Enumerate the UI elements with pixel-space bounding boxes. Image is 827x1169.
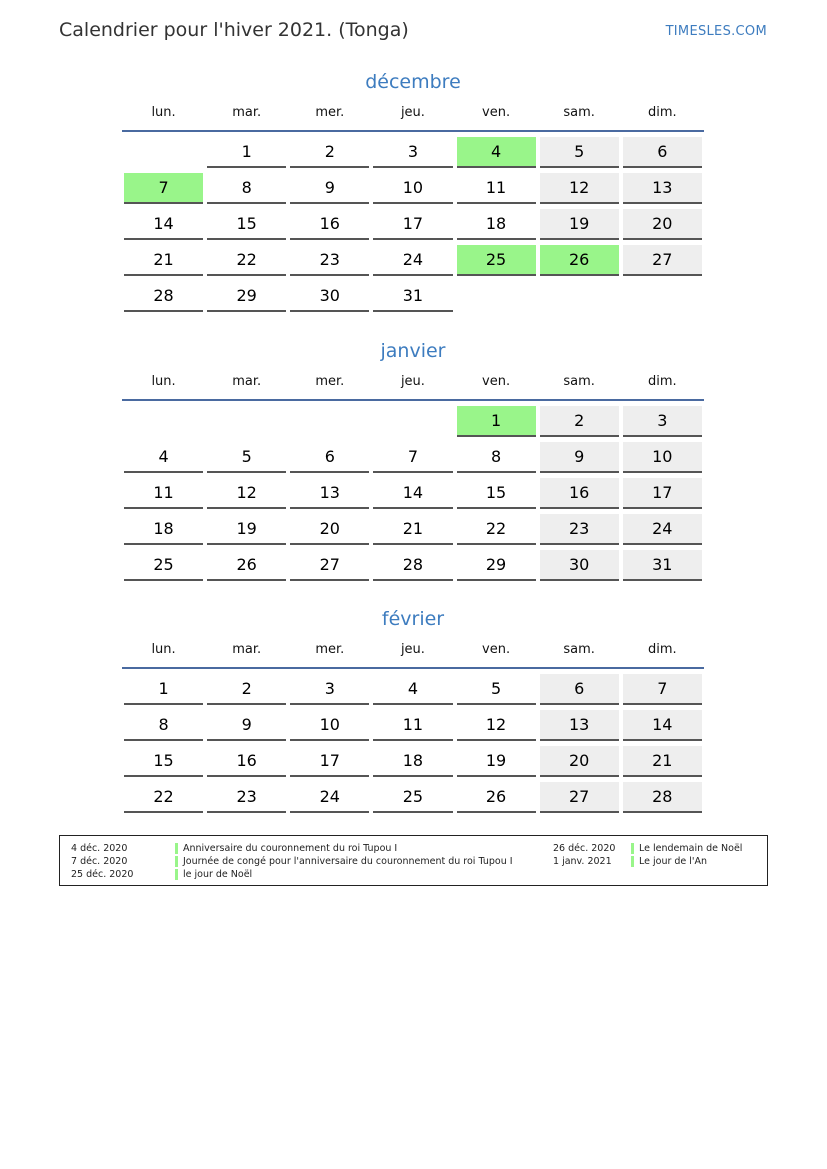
day-number: 10 <box>373 173 452 204</box>
day-number: 30 <box>540 550 619 581</box>
day-number: 11 <box>373 710 452 741</box>
weekday-label: ven. <box>482 642 511 657</box>
day-cell[interactable] <box>122 549 205 585</box>
legend-date: 1 janv. 2021 <box>553 856 612 867</box>
day-number: 8 <box>207 173 286 204</box>
day-cell[interactable] <box>288 244 371 280</box>
weekday-label: sam. <box>563 642 595 657</box>
day-cell[interactable] <box>455 709 538 745</box>
day-number: 27 <box>290 550 369 581</box>
legend-row <box>553 855 742 868</box>
day-number: 20 <box>290 514 369 545</box>
day-number: 6 <box>290 442 369 473</box>
day-number: 5 <box>457 674 536 705</box>
month-calendar <box>122 68 704 316</box>
day-number: 27 <box>623 245 702 276</box>
day-number: 24 <box>290 782 369 813</box>
day-cell[interactable] <box>538 709 621 745</box>
day-number: 2 <box>207 674 286 705</box>
day-number: 7 <box>373 442 452 473</box>
day-cell[interactable] <box>122 513 205 549</box>
day-number: 3 <box>623 406 702 437</box>
day-number: 21 <box>124 245 203 276</box>
holiday-marker <box>175 869 178 880</box>
month-name: décembre <box>365 71 461 93</box>
day-cell[interactable] <box>205 549 288 585</box>
weekday-label: jeu. <box>400 105 425 120</box>
day-number: 19 <box>540 209 619 240</box>
day-cell[interactable] <box>371 280 454 316</box>
day-number: 17 <box>373 209 452 240</box>
day-number: 15 <box>124 746 203 777</box>
day-cell[interactable] <box>288 673 371 709</box>
month-name: janvier <box>380 340 446 362</box>
weekday-label: sam. <box>563 374 595 389</box>
weekday-label: mar. <box>232 374 262 389</box>
legend-column-right <box>553 842 742 868</box>
day-cell[interactable] <box>538 477 621 513</box>
day-number: 11 <box>457 173 536 204</box>
legend-row <box>60 855 513 868</box>
weekday-header <box>122 641 704 669</box>
weekday-label: dim. <box>647 642 677 657</box>
legend-row <box>60 842 513 855</box>
day-cell[interactable] <box>288 208 371 244</box>
day-cell[interactable] <box>288 172 371 208</box>
day-cell[interactable] <box>122 745 205 781</box>
day-cell[interactable] <box>371 136 454 172</box>
day-cell[interactable] <box>371 477 454 513</box>
day-cell[interactable] <box>205 441 288 477</box>
day-number: 3 <box>290 674 369 705</box>
day-cell[interactable] <box>122 709 205 745</box>
day-cell[interactable] <box>621 513 704 549</box>
day-number: 16 <box>290 209 369 240</box>
day-cell[interactable] <box>371 745 454 781</box>
weekday-label: lun. <box>151 374 176 389</box>
day-number: 17 <box>290 746 369 777</box>
day-cell[interactable] <box>371 513 454 549</box>
day-number: 4 <box>124 442 203 473</box>
day-cell[interactable] <box>621 549 704 585</box>
day-number: 31 <box>623 550 702 581</box>
day-number: 28 <box>373 550 452 581</box>
day-number: 25 <box>457 245 536 276</box>
day-cell[interactable] <box>288 549 371 585</box>
day-number: 16 <box>207 746 286 777</box>
day-cell[interactable] <box>371 441 454 477</box>
day-cell[interactable] <box>205 745 288 781</box>
day-cell[interactable] <box>205 781 288 817</box>
day-cell[interactable] <box>205 673 288 709</box>
weekday-label: lun. <box>151 105 176 120</box>
day-number: 4 <box>373 674 452 705</box>
day-cell[interactable] <box>122 477 205 513</box>
month-calendar <box>122 605 704 817</box>
day-number: 5 <box>207 442 286 473</box>
day-cell[interactable] <box>621 709 704 745</box>
legend-row <box>553 842 742 855</box>
day-cell[interactable] <box>205 172 288 208</box>
empty-cell <box>205 405 288 441</box>
day-cell[interactable] <box>621 441 704 477</box>
day-number: 28 <box>124 281 203 312</box>
day-cell[interactable] <box>371 172 454 208</box>
day-cell[interactable] <box>371 208 454 244</box>
legend-holiday-name: Le jour de l'An <box>639 856 708 867</box>
day-cell[interactable] <box>455 441 538 477</box>
day-number: 17 <box>623 478 702 509</box>
holiday-day-cell[interactable] <box>122 172 205 208</box>
holiday-day-cell[interactable] <box>455 136 538 172</box>
day-grid <box>122 132 704 316</box>
legend-date: 7 déc. 2020 <box>71 856 128 867</box>
day-cell[interactable] <box>288 745 371 781</box>
day-cell[interactable] <box>621 405 704 441</box>
day-number: 9 <box>290 173 369 204</box>
day-number: 4 <box>457 137 536 168</box>
day-cell[interactable] <box>205 513 288 549</box>
day-number: 21 <box>623 746 702 777</box>
weekday-header <box>122 373 704 401</box>
weekday-label: mer. <box>315 642 345 657</box>
day-number: 24 <box>373 245 452 276</box>
day-number: 12 <box>457 710 536 741</box>
day-number: 10 <box>290 710 369 741</box>
month-calendar <box>122 337 704 585</box>
day-number: 29 <box>207 281 286 312</box>
weekday-label: dim. <box>647 105 677 120</box>
day-number: 2 <box>540 406 619 437</box>
day-cell[interactable] <box>455 172 538 208</box>
day-cell[interactable] <box>455 208 538 244</box>
legend-column-left <box>60 842 513 881</box>
day-number: 6 <box>540 674 619 705</box>
day-cell[interactable] <box>538 549 621 585</box>
day-cell[interactable] <box>621 477 704 513</box>
day-number: 9 <box>207 710 286 741</box>
legend-date: 4 déc. 2020 <box>71 843 128 854</box>
weekday-label: sam. <box>563 105 595 120</box>
day-number: 8 <box>457 442 536 473</box>
day-cell[interactable] <box>205 244 288 280</box>
day-number: 20 <box>540 746 619 777</box>
day-cell[interactable] <box>371 549 454 585</box>
day-cell[interactable] <box>205 477 288 513</box>
day-cell[interactable] <box>122 781 205 817</box>
day-cell[interactable] <box>455 549 538 585</box>
day-number: 26 <box>207 550 286 581</box>
legend-row <box>60 868 513 881</box>
day-number: 23 <box>540 514 619 545</box>
day-cell[interactable] <box>371 709 454 745</box>
day-cell[interactable] <box>455 745 538 781</box>
day-number: 12 <box>540 173 619 204</box>
day-number: 22 <box>457 514 536 545</box>
day-number: 18 <box>124 514 203 545</box>
day-number: 7 <box>623 674 702 705</box>
day-number: 3 <box>373 137 452 168</box>
day-number: 13 <box>540 710 619 741</box>
day-cell[interactable] <box>538 136 621 172</box>
day-number: 29 <box>457 550 536 581</box>
day-number: 14 <box>124 209 203 240</box>
day-number: 14 <box>373 478 452 509</box>
day-cell[interactable] <box>621 745 704 781</box>
holiday-day-cell[interactable] <box>538 244 621 280</box>
day-number: 18 <box>457 209 536 240</box>
day-cell[interactable] <box>455 513 538 549</box>
day-cell[interactable] <box>205 709 288 745</box>
day-number: 26 <box>457 782 536 813</box>
day-number: 15 <box>207 209 286 240</box>
day-number: 21 <box>373 514 452 545</box>
site-link[interactable]: TIMESLES.COM <box>665 24 767 39</box>
month-name: février <box>381 608 445 630</box>
day-cell[interactable] <box>538 208 621 244</box>
day-number: 13 <box>290 478 369 509</box>
day-number: 7 <box>124 173 203 204</box>
day-cell[interactable] <box>621 172 704 208</box>
day-number: 27 <box>540 782 619 813</box>
day-cell[interactable] <box>288 280 371 316</box>
day-cell[interactable] <box>538 781 621 817</box>
weekday-label: ven. <box>482 105 511 120</box>
day-number: 28 <box>623 782 702 813</box>
legend-holiday-name: Le lendemain de Noël <box>639 843 743 854</box>
legend-holiday-name: Journée de congé pour l'anniversaire du couronnement du roi Tupou I <box>183 856 513 867</box>
day-number: 16 <box>540 478 619 509</box>
day-number: 6 <box>623 137 702 168</box>
day-cell[interactable] <box>621 208 704 244</box>
day-number: 20 <box>623 209 702 240</box>
day-cell[interactable] <box>205 136 288 172</box>
day-number: 23 <box>290 245 369 276</box>
day-cell[interactable] <box>122 244 205 280</box>
day-cell[interactable] <box>621 244 704 280</box>
day-cell[interactable] <box>288 136 371 172</box>
day-number: 9 <box>540 442 619 473</box>
day-number: 13 <box>623 173 702 204</box>
weekday-label: ven. <box>482 374 511 389</box>
weekday-header <box>122 104 704 132</box>
empty-cell <box>288 405 371 441</box>
day-grid <box>122 401 704 585</box>
weekday-label: jeu. <box>400 374 425 389</box>
day-number: 31 <box>373 281 452 312</box>
day-number: 22 <box>207 245 286 276</box>
day-number: 10 <box>623 442 702 473</box>
legend-date: 26 déc. 2020 <box>553 843 616 854</box>
day-number: 14 <box>623 710 702 741</box>
day-number: 1 <box>207 137 286 168</box>
day-cell[interactable] <box>538 745 621 781</box>
weekday-label: mer. <box>315 105 345 120</box>
day-cell[interactable] <box>455 477 538 513</box>
weekday-label: dim. <box>647 374 677 389</box>
day-cell[interactable] <box>288 441 371 477</box>
day-number: 2 <box>290 137 369 168</box>
holiday-marker <box>175 856 178 867</box>
day-cell[interactable] <box>538 513 621 549</box>
day-cell[interactable] <box>538 405 621 441</box>
weekday-label: mer. <box>315 374 345 389</box>
holiday-day-cell[interactable] <box>455 405 538 441</box>
day-number: 26 <box>540 245 619 276</box>
day-number: 12 <box>207 478 286 509</box>
day-number: 15 <box>457 478 536 509</box>
day-cell[interactable] <box>122 673 205 709</box>
day-cell[interactable] <box>455 673 538 709</box>
day-cell[interactable] <box>122 208 205 244</box>
empty-cell <box>122 405 205 441</box>
day-number: 25 <box>373 782 452 813</box>
day-cell[interactable] <box>371 781 454 817</box>
day-number: 5 <box>540 137 619 168</box>
day-cell[interactable] <box>288 513 371 549</box>
holiday-marker <box>631 856 634 867</box>
day-number: 23 <box>207 782 286 813</box>
day-cell[interactable] <box>538 441 621 477</box>
empty-cell <box>122 136 205 172</box>
day-number: 1 <box>124 674 203 705</box>
legend-date: 25 déc. 2020 <box>71 869 134 880</box>
weekday-label: mar. <box>232 105 262 120</box>
weekday-label: mar. <box>232 642 262 657</box>
day-number: 19 <box>457 746 536 777</box>
empty-cell <box>371 405 454 441</box>
holiday-day-cell[interactable] <box>455 244 538 280</box>
day-cell[interactable] <box>538 673 621 709</box>
day-cell[interactable] <box>621 781 704 817</box>
day-number: 30 <box>290 281 369 312</box>
day-cell[interactable] <box>371 244 454 280</box>
day-number: 8 <box>124 710 203 741</box>
day-number: 22 <box>124 782 203 813</box>
day-cell[interactable] <box>371 673 454 709</box>
page-title: Calendrier pour l'hiver 2021. (Tonga) <box>59 19 409 41</box>
day-cell[interactable] <box>621 673 704 709</box>
day-number: 18 <box>373 746 452 777</box>
weekday-label: jeu. <box>400 642 425 657</box>
day-number: 1 <box>457 406 536 437</box>
day-number: 25 <box>124 550 203 581</box>
holiday-marker <box>631 843 634 854</box>
day-number: 19 <box>207 514 286 545</box>
day-cell[interactable] <box>205 280 288 316</box>
day-cell[interactable] <box>122 280 205 316</box>
holiday-marker <box>175 843 178 854</box>
legend-holiday-name: Anniversaire du couronnement du roi Tupou I <box>183 843 398 854</box>
day-cell[interactable] <box>288 477 371 513</box>
day-cell[interactable] <box>205 208 288 244</box>
day-cell[interactable] <box>122 441 205 477</box>
day-number: 11 <box>124 478 203 509</box>
day-cell[interactable] <box>621 136 704 172</box>
weekday-label: lun. <box>151 642 176 657</box>
day-cell[interactable] <box>538 172 621 208</box>
holiday-legend <box>59 835 768 886</box>
day-grid <box>122 669 704 817</box>
legend-holiday-name: le jour de Noël <box>183 869 253 880</box>
day-cell[interactable] <box>288 709 371 745</box>
day-cell[interactable] <box>288 781 371 817</box>
day-number: 24 <box>623 514 702 545</box>
day-cell[interactable] <box>455 781 538 817</box>
